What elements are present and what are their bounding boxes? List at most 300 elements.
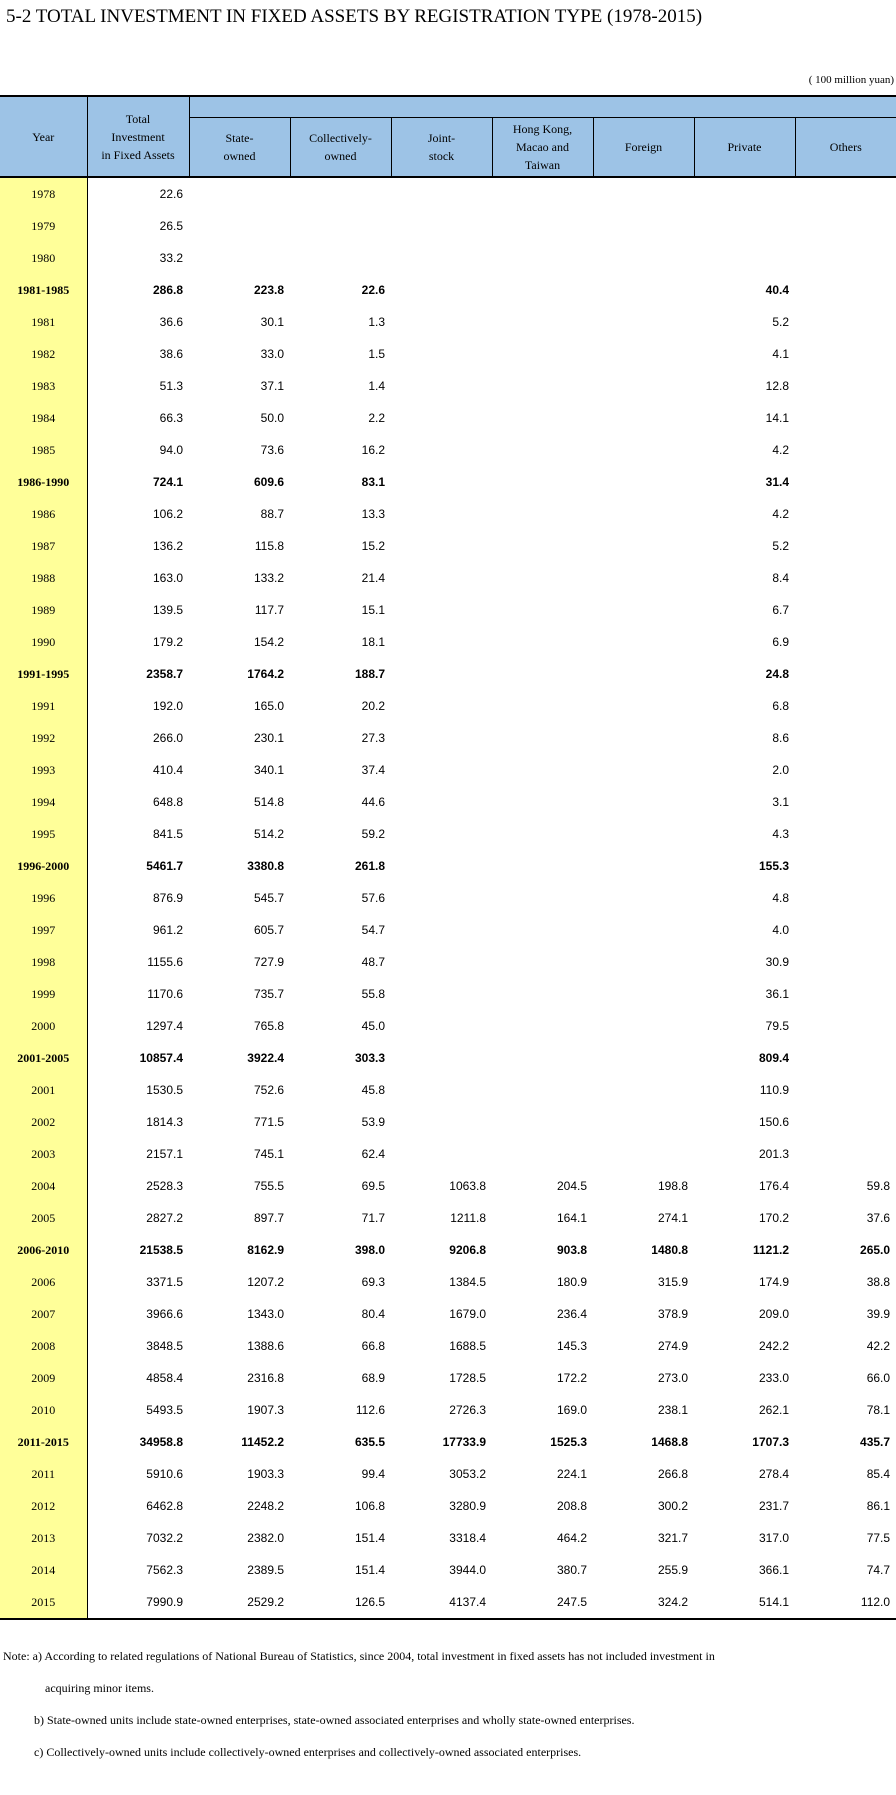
cell-collective: 48.7	[361, 955, 385, 969]
cell-foreign: 378.9	[657, 1307, 688, 1321]
cell-others	[795, 658, 896, 690]
note-line: acquiring minor items.	[45, 1681, 154, 1695]
cell-private: 4.3	[772, 827, 789, 841]
table-row	[0, 210, 896, 242]
cell-year: 1980	[0, 242, 87, 274]
cell-total: 5910.6	[146, 1467, 183, 1481]
cell-foreign: 1468.8	[651, 1435, 688, 1449]
cell-private: 155.3	[758, 859, 789, 873]
table-row	[0, 722, 896, 754]
cell-state: 37.1	[260, 379, 284, 393]
cell-foreign: 255.9	[657, 1563, 688, 1577]
cell-year: 2001	[0, 1074, 87, 1106]
cell-foreign	[593, 946, 694, 978]
cell-private: 6.7	[772, 603, 789, 617]
cell-collective: 188.7	[354, 667, 385, 681]
cell-hkmt	[492, 850, 593, 882]
table-row	[0, 1042, 896, 1074]
cell-joint	[391, 1074, 492, 1106]
table-row	[0, 1490, 896, 1522]
table-row	[0, 1234, 896, 1266]
cell-private: 176.4	[758, 1179, 789, 1193]
header-total-line-2: Investment	[111, 129, 165, 144]
cell-year: 2013	[0, 1522, 87, 1554]
cell-state: 2529.2	[189, 1586, 290, 1619]
cell-year: 1988	[0, 562, 87, 594]
cell-foreign	[593, 850, 694, 882]
cell-foreign	[593, 658, 694, 690]
cell-private: 170.2	[758, 1211, 789, 1225]
cell-foreign	[593, 1010, 694, 1042]
cell-state: 771.5	[253, 1115, 284, 1129]
cell-collective: 83.1	[361, 475, 385, 489]
cell-year: 1981-1985	[0, 274, 87, 306]
header-year: Year	[0, 96, 87, 177]
cell-state: 3380.8	[247, 859, 284, 873]
cell-year: 1982	[0, 338, 87, 370]
cell-collective: 126.5	[290, 1586, 391, 1619]
cell-total: 22.6	[159, 187, 183, 201]
cell-private: 31.4	[765, 475, 789, 489]
cell-private: 6.8	[772, 699, 789, 713]
cell-state: 1907.3	[247, 1403, 284, 1417]
cell-others	[795, 690, 896, 722]
header-joint-stock	[391, 118, 492, 178]
cell-collective: 398.0	[354, 1243, 385, 1257]
cell-hkmt	[492, 1106, 593, 1138]
header-collectively-owned-line-2: owned	[324, 149, 357, 163]
cell-hkmt	[492, 177, 593, 210]
cell-collective: 69.3	[361, 1275, 385, 1289]
cell-collective: 45.0	[361, 1019, 385, 1033]
cell-others	[795, 306, 896, 338]
cell-foreign	[593, 338, 694, 370]
cell-total: 1297.4	[146, 1019, 183, 1033]
cell-state: 115.8	[254, 539, 284, 553]
page-title: 5-2 TOTAL INVESTMENT IN FIXED ASSETS BY REGISTRATION TYPE (1978-2015)	[6, 6, 703, 27]
header-group	[189, 96, 896, 118]
cell-state: 3922.4	[247, 1051, 284, 1065]
cell-collective: 2.2	[368, 411, 385, 425]
cell-hkmt	[492, 626, 593, 658]
cell-private: 233.0	[758, 1371, 789, 1385]
cell-hkmt	[492, 1138, 593, 1170]
table-row	[0, 850, 896, 882]
table-row	[0, 530, 896, 562]
cell-private: 14.1	[765, 411, 789, 425]
cell-foreign	[593, 402, 694, 434]
cell-total: 106.2	[152, 507, 183, 521]
cell-private: 24.8	[765, 667, 789, 681]
table-row	[0, 274, 896, 306]
cell-state: 8162.9	[247, 1243, 284, 1257]
note-line: c) Collectively-owned units include collectively-owned enterprises and collectively-owned associated enterprises.	[34, 1745, 582, 1759]
cell-private: 6.9	[772, 635, 789, 649]
cell-others: 77.5	[866, 1531, 891, 1545]
cell-collective: 15.2	[361, 539, 385, 553]
cell-hkmt	[492, 466, 593, 498]
cell-private: 8.6	[772, 731, 789, 745]
cell-joint: 9206.8	[449, 1243, 486, 1257]
cell-collective: 21.4	[361, 571, 385, 585]
cell-hkmt: 169.0	[556, 1403, 587, 1417]
table-row	[0, 1362, 896, 1394]
cell-collective: 18.1	[361, 635, 385, 649]
cell-total: 2827.2	[146, 1211, 183, 1225]
cell-joint: 3280.9	[449, 1499, 486, 1513]
header-state-owned	[189, 118, 290, 178]
cell-private: 4.2	[772, 507, 789, 521]
header-foreign: Foreign	[593, 118, 694, 178]
cell-hkmt: 1525.3	[550, 1435, 587, 1449]
cell-year: 1984	[0, 402, 87, 434]
cell-state: 1343.0	[247, 1307, 284, 1321]
cell-state: 2382.0	[247, 1531, 284, 1545]
cell-total: 139.5	[152, 603, 183, 617]
cell-hkmt: 224.1	[556, 1467, 587, 1481]
cell-hkmt: 380.7	[556, 1563, 587, 1577]
cell-joint: 3318.4	[449, 1531, 486, 1545]
cell-collective: 112.6	[355, 1403, 385, 1417]
cell-private: 231.7	[758, 1499, 789, 1513]
cell-collective: 106.8	[354, 1499, 385, 1513]
cell-private: 1707.3	[752, 1435, 789, 1449]
table-row	[0, 177, 896, 210]
cell-private: 4.1	[772, 347, 789, 361]
table-row	[0, 466, 896, 498]
cell-collective: 55.8	[361, 987, 385, 1001]
cell-private: 809.4	[758, 1051, 789, 1065]
cell-year: 2009	[0, 1362, 87, 1394]
table-row	[0, 338, 896, 370]
cell-joint	[391, 882, 492, 914]
cell-hkmt	[492, 274, 593, 306]
cell-private: 12.8	[765, 379, 789, 393]
cell-foreign	[593, 242, 694, 274]
cell-hkmt	[492, 978, 593, 1010]
cell-joint: 1679.0	[449, 1307, 486, 1321]
cell-others	[795, 338, 896, 370]
cell-others	[795, 786, 896, 818]
cell-collective: 54.7	[361, 923, 385, 937]
cell-total: 192.0	[152, 699, 183, 713]
cell-hkmt	[492, 882, 593, 914]
cell-private: 262.1	[758, 1403, 789, 1417]
cell-state: 2316.8	[247, 1371, 284, 1385]
cell-private: 5.2	[772, 539, 789, 553]
table-row	[0, 1586, 896, 1619]
cell-collective: 151.4	[354, 1563, 385, 1577]
cell-year: 2011	[0, 1458, 87, 1490]
cell-total: 876.9	[152, 891, 183, 905]
cell-collective: 57.6	[361, 891, 385, 905]
cell-total: 1155.6	[147, 955, 183, 969]
cell-state	[189, 210, 290, 242]
cell-total: 1530.5	[146, 1083, 183, 1097]
cell-joint	[391, 722, 492, 754]
cell-state: 755.5	[253, 1179, 284, 1193]
cell-others: 38.8	[866, 1275, 891, 1289]
cell-year: 2002	[0, 1106, 87, 1138]
cell-others	[795, 850, 896, 882]
cell-joint	[391, 177, 492, 210]
cell-collective: 69.5	[361, 1179, 385, 1193]
cell-foreign	[593, 274, 694, 306]
note-line: Note: a) According to related regulations of National Bureau of Statistics, since 2004, total investment in fixed assets has not included investment in	[3, 1649, 715, 1663]
cell-year: 1986	[0, 498, 87, 530]
cell-state: 133.2	[253, 571, 284, 585]
cell-private: 278.4	[758, 1467, 789, 1481]
cell-others: 59.8	[866, 1179, 891, 1193]
cell-joint: 3053.2	[449, 1467, 486, 1481]
cell-hkmt	[492, 210, 593, 242]
cell-state: 727.9	[253, 955, 284, 969]
cell-joint	[391, 658, 492, 690]
table-row	[0, 1266, 896, 1298]
cell-collective: 59.2	[361, 827, 385, 841]
cell-total: 410.4	[152, 763, 183, 777]
cell-collective: 1.3	[368, 315, 385, 329]
cell-private: 242.2	[758, 1339, 789, 1353]
cell-total: 6462.8	[146, 1499, 183, 1513]
cell-state: 1903.3	[247, 1467, 284, 1481]
cell-year: 2001-2005	[0, 1042, 87, 1074]
cell-state: 30.1	[260, 315, 284, 329]
cell-total: 961.2	[152, 923, 183, 937]
cell-hkmt: 464.2	[556, 1531, 587, 1545]
cell-joint	[391, 530, 492, 562]
cell-others	[795, 818, 896, 850]
cell-foreign: 266.8	[657, 1467, 688, 1481]
cell-total: 38.6	[159, 347, 183, 361]
cell-hkmt: 204.5	[556, 1179, 587, 1193]
cell-collective: 16.2	[361, 443, 385, 457]
cell-joint: 1211.8	[450, 1211, 486, 1225]
cell-others	[795, 274, 896, 306]
cell-collective: 13.3	[361, 507, 385, 521]
cell-hkmt: 180.9	[556, 1275, 587, 1289]
cell-private: 3.1	[772, 795, 789, 809]
cell-state: 50.0	[260, 411, 284, 425]
table-row	[0, 1330, 896, 1362]
table-row	[0, 434, 896, 466]
cell-collective: 37.4	[361, 763, 385, 777]
cell-joint	[391, 306, 492, 338]
cell-hkmt: 236.4	[556, 1307, 587, 1321]
cell-foreign	[593, 1138, 694, 1170]
table-row	[0, 242, 896, 274]
cell-state	[189, 177, 290, 210]
cell-state: 154.2	[253, 635, 284, 649]
cell-others	[795, 466, 896, 498]
cell-others	[795, 370, 896, 402]
cell-joint: 1688.5	[449, 1339, 486, 1353]
cell-foreign	[593, 978, 694, 1010]
cell-total: 34958.8	[139, 1435, 183, 1449]
cell-others: 37.6	[866, 1211, 891, 1225]
header-state-owned-line-2: owned	[223, 149, 256, 163]
cell-year: 1996	[0, 882, 87, 914]
header-others: Others	[795, 118, 896, 178]
cell-joint	[391, 1138, 492, 1170]
table-row	[0, 946, 896, 978]
cell-total: 724.1	[152, 475, 183, 489]
cell-year: 1994	[0, 786, 87, 818]
cell-joint: 2726.3	[449, 1403, 486, 1417]
cell-year: 2006-2010	[0, 1234, 87, 1266]
cell-private: 201.3	[758, 1147, 789, 1161]
cell-collective: 44.6	[361, 795, 385, 809]
cell-foreign	[593, 786, 694, 818]
cell-private: 209.0	[758, 1307, 789, 1321]
table-row	[0, 754, 896, 786]
cell-others	[795, 1074, 896, 1106]
cell-year: 1997	[0, 914, 87, 946]
cell-joint	[391, 1042, 492, 1074]
cell-year: 1979	[0, 210, 87, 242]
cell-others	[795, 177, 896, 210]
cell-collective	[290, 210, 391, 242]
table-row	[0, 562, 896, 594]
cell-joint	[391, 690, 492, 722]
cell-collective: 68.9	[361, 1371, 385, 1385]
cell-year: 2010	[0, 1394, 87, 1426]
cell-hkmt	[492, 1010, 593, 1042]
table-row	[0, 626, 896, 658]
table-row	[0, 370, 896, 402]
cell-state: 605.7	[253, 923, 284, 937]
cell-total: 286.8	[152, 283, 183, 297]
cell-collective: 99.4	[361, 1467, 385, 1481]
cell-foreign	[593, 594, 694, 626]
cell-collective: 22.6	[361, 283, 385, 297]
cell-private	[694, 177, 795, 210]
cell-hkmt	[492, 818, 593, 850]
cell-state	[189, 242, 290, 274]
cell-joint	[391, 338, 492, 370]
table-row	[0, 402, 896, 434]
cell-total: 163.0	[152, 571, 183, 585]
cell-year: 1993	[0, 754, 87, 786]
cell-foreign	[593, 914, 694, 946]
cell-collective: 80.4	[361, 1307, 385, 1321]
cell-state: 609.6	[253, 475, 284, 489]
cell-foreign: 198.8	[657, 1179, 688, 1193]
cell-hkmt	[492, 722, 593, 754]
cell-hkmt	[492, 562, 593, 594]
cell-joint	[391, 402, 492, 434]
header-joint-stock-line-2: stock	[428, 149, 455, 163]
cell-state: 340.1	[253, 763, 284, 777]
cell-joint	[391, 978, 492, 1010]
cell-private: 36.1	[765, 987, 789, 1001]
cell-foreign	[593, 690, 694, 722]
cell-others	[795, 242, 896, 274]
cell-collective: 45.8	[361, 1083, 385, 1097]
cell-total: 66.3	[159, 411, 183, 425]
cell-hkmt	[492, 946, 593, 978]
cell-year: 1999	[0, 978, 87, 1010]
cell-foreign	[593, 882, 694, 914]
cell-collective: 261.8	[354, 859, 385, 873]
cell-state: 2389.5	[247, 1563, 284, 1577]
cell-collective: 635.5	[354, 1435, 385, 1449]
cell-hkmt	[492, 338, 593, 370]
cell-joint	[391, 594, 492, 626]
cell-collective: 66.8	[361, 1339, 385, 1353]
cell-foreign	[593, 530, 694, 562]
cell-state: 745.1	[253, 1147, 284, 1161]
cell-private: 514.1	[694, 1586, 795, 1619]
cell-others	[795, 1042, 896, 1074]
cell-private: 2.0	[772, 763, 789, 777]
cell-year: 1985	[0, 434, 87, 466]
header-state-owned-line-1: State-	[225, 131, 254, 145]
cell-year: 2005	[0, 1202, 87, 1234]
cell-total: 51.3	[159, 379, 183, 393]
cell-joint	[391, 626, 492, 658]
cell-others: 74.7	[866, 1563, 891, 1577]
table-body	[0, 177, 896, 1619]
cell-total: 841.5	[152, 827, 183, 841]
cell-collective: 1.5	[368, 347, 385, 361]
cell-others: 66.0	[866, 1371, 891, 1385]
cell-year: 1987	[0, 530, 87, 562]
cell-year: 1995	[0, 818, 87, 850]
cell-hkmt	[492, 1074, 593, 1106]
cell-private: 1121.2	[752, 1243, 789, 1257]
cell-year: 2007	[0, 1298, 87, 1330]
cell-others	[795, 498, 896, 530]
table-row	[0, 1202, 896, 1234]
cell-others: 265.0	[860, 1243, 891, 1257]
cell-hkmt	[492, 498, 593, 530]
cell-hkmt	[492, 402, 593, 434]
cell-others: 112.0	[795, 1586, 896, 1619]
cell-foreign: 321.7	[657, 1531, 688, 1545]
cell-state: 230.1	[253, 731, 284, 745]
cell-collective: 151.4	[354, 1531, 385, 1545]
cell-foreign: 238.1	[657, 1403, 688, 1417]
cell-joint	[391, 242, 492, 274]
table-row	[0, 306, 896, 338]
header-collectively-owned	[290, 118, 391, 178]
cell-foreign	[593, 370, 694, 402]
cell-others	[795, 914, 896, 946]
cell-foreign	[593, 466, 694, 498]
cell-hkmt	[492, 306, 593, 338]
cell-foreign: 274.9	[657, 1339, 688, 1353]
cell-hkmt	[492, 530, 593, 562]
cell-foreign: 324.2	[593, 1586, 694, 1619]
cell-private: 150.6	[758, 1115, 789, 1129]
cell-total: 1170.6	[147, 987, 183, 1001]
cell-year: 2004	[0, 1170, 87, 1202]
cell-year: 1992	[0, 722, 87, 754]
cell-total: 26.5	[159, 219, 183, 233]
table-header	[0, 96, 896, 177]
cell-hkmt: 247.5	[492, 1586, 593, 1619]
header-total-line-3: in Fixed Assets	[101, 147, 175, 162]
cell-joint	[391, 754, 492, 786]
cell-hkmt	[492, 786, 593, 818]
table-row	[0, 1522, 896, 1554]
cell-collective: 71.7	[361, 1211, 385, 1225]
cell-private: 5.2	[772, 315, 789, 329]
cell-total: 2528.3	[146, 1179, 183, 1193]
table-row	[0, 594, 896, 626]
cell-others	[795, 1106, 896, 1138]
